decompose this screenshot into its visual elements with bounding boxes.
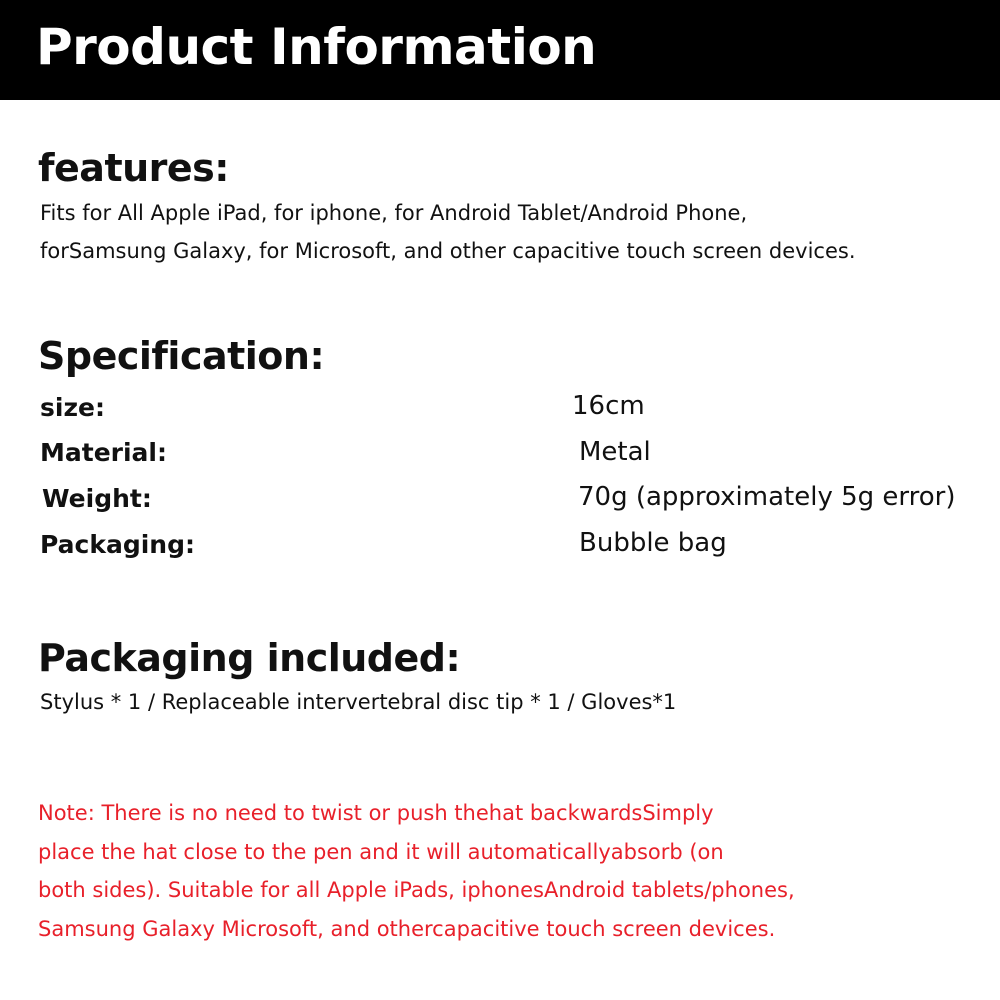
note-line-2: place the hat close to the pen and it will automaticallyabsorb (on xyxy=(38,840,724,864)
spec-label-packaging: Packaging: xyxy=(40,530,195,559)
header-banner xyxy=(0,0,1000,100)
spec-value-weight: 70g (approximately 5g error) xyxy=(578,482,956,512)
spec-label-material: Material: xyxy=(40,438,167,467)
spec-value-size: 16cm xyxy=(572,391,645,421)
features-text-line-1: Fits for All Apple iPad, for iphone, for Android Tablet/Android Phone, xyxy=(40,201,748,225)
spec-label-weight: Weight: xyxy=(42,484,152,513)
specification-heading: Specification: xyxy=(38,334,325,378)
packaging-included-heading: Packaging included: xyxy=(38,636,461,680)
spec-value-material: Metal xyxy=(579,437,651,467)
note-line-1: Note: There is no need to twist or push thehat backwardsSimply xyxy=(38,801,714,825)
features-heading: features: xyxy=(38,146,229,190)
features-text-line-2: forSamsung Galaxy, for Microsoft, and other capacitive touch screen devices. xyxy=(40,239,856,263)
page-title: Product Information xyxy=(36,18,597,76)
spec-label-size: size: xyxy=(40,393,105,422)
spec-value-packaging: Bubble bag xyxy=(579,528,727,558)
note-line-3: both sides). Suitable for all Apple iPads, iphonesAndroid tablets/phones, xyxy=(38,878,795,902)
packaging-included-text: Stylus * 1 / Replaceable intervertebral disc tip * 1 / Gloves*1 xyxy=(40,690,677,714)
note-line-4: Samsung Galaxy Microsoft, and othercapacitive touch screen devices. xyxy=(38,917,776,941)
